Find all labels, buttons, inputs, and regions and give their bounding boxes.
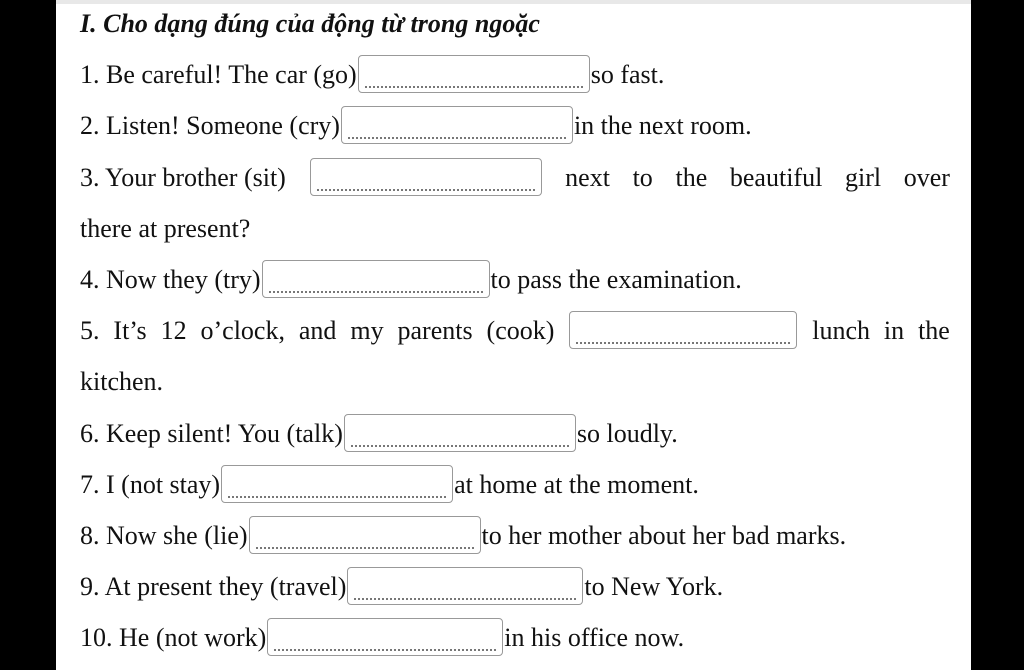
exercise-8	[80, 516, 846, 556]
exercise-6-answer-box[interactable]	[344, 414, 576, 452]
exercise-5-word: (cook)	[486, 316, 555, 345]
exercise-2	[80, 106, 752, 146]
exercise-3-answer-box[interactable]	[310, 158, 542, 196]
exercise-2-answer-box[interactable]	[341, 106, 573, 144]
exercise-8-suffix: to her mother about her bad marks.	[481, 521, 847, 550]
exercise-7	[80, 465, 699, 505]
exercise-3-word: girl	[844, 163, 882, 192]
exercise-6-prompt: 6. Keep silent! You (talk)	[80, 419, 343, 448]
exercise-7-suffix: at home at the moment.	[454, 470, 699, 499]
exercise-5-word: It’s	[113, 316, 147, 345]
exercise-5-word: parents	[397, 316, 473, 345]
exercise-3-word: beautiful	[729, 163, 823, 192]
exercise-10	[80, 618, 684, 658]
exercise-10-prompt: 10. He (not work)	[80, 623, 267, 652]
exercise-4	[80, 260, 742, 300]
exercise-6	[80, 414, 678, 454]
exercise-5-continuation: kitchen.	[80, 367, 164, 396]
exercise-1-answer-box[interactable]	[358, 55, 590, 93]
exercise-9-prompt: 9. At present they (travel)	[80, 572, 347, 601]
exercise-9	[80, 567, 723, 607]
exercise-7-answer-box[interactable]	[221, 465, 453, 503]
exercise-3-continuation: there at present?	[80, 214, 251, 243]
exercise-8-answer-box[interactable]	[249, 516, 481, 554]
exercise-5	[80, 311, 950, 351]
exercise-3	[80, 158, 950, 198]
exercise-5-word: 12	[160, 316, 187, 345]
exercise-3-word: next	[565, 163, 610, 192]
exercise-2-suffix: in the next room.	[573, 111, 752, 140]
exercise-6-suffix: so loudly.	[576, 419, 678, 448]
exercise-8-prompt: 8. Now she (lie)	[80, 521, 248, 550]
exercise-9-answer-box[interactable]	[347, 567, 583, 605]
exercise-10-answer-box[interactable]	[267, 618, 503, 656]
exercise-5-word: lunch	[812, 316, 870, 345]
exercise-10-suffix: in his office now.	[504, 623, 685, 652]
exercise-3-prompt: 3. Your brother (sit)	[80, 163, 286, 192]
exercise-4-suffix: to pass the examination.	[490, 265, 742, 294]
exercise-heading: I. Cho dạng đúng của động từ trong ngoặc	[80, 9, 540, 38]
exercise-5-answer-box[interactable]	[569, 311, 797, 349]
exercise-5-word: 5.	[80, 316, 100, 345]
exercise-3-word: to	[632, 163, 653, 192]
exercise-5-word: the	[918, 316, 950, 345]
exercise-5-word: my	[350, 316, 384, 345]
exercise-1-prompt: 1. Be careful! The car (go)	[80, 60, 357, 89]
exercise-7-prompt: 7. I (not stay)	[80, 470, 221, 499]
exercise-1	[80, 55, 664, 95]
exercise-5-word: and	[298, 316, 337, 345]
exercise-5-word: o’clock,	[200, 316, 285, 345]
exercise-5-word: in	[883, 316, 905, 345]
exercise-1-suffix: so fast.	[590, 60, 665, 89]
exercise-9-suffix: to New York.	[584, 572, 724, 601]
exercise-3-word: the	[675, 163, 708, 192]
exercise-4-answer-box[interactable]	[262, 260, 490, 298]
exercise-2-prompt: 2. Listen! Someone (cry)	[80, 111, 340, 140]
worksheet-page	[56, 0, 971, 670]
exercise-3-word: over	[903, 163, 950, 192]
exercise-4-prompt: 4. Now they (try)	[80, 265, 261, 294]
